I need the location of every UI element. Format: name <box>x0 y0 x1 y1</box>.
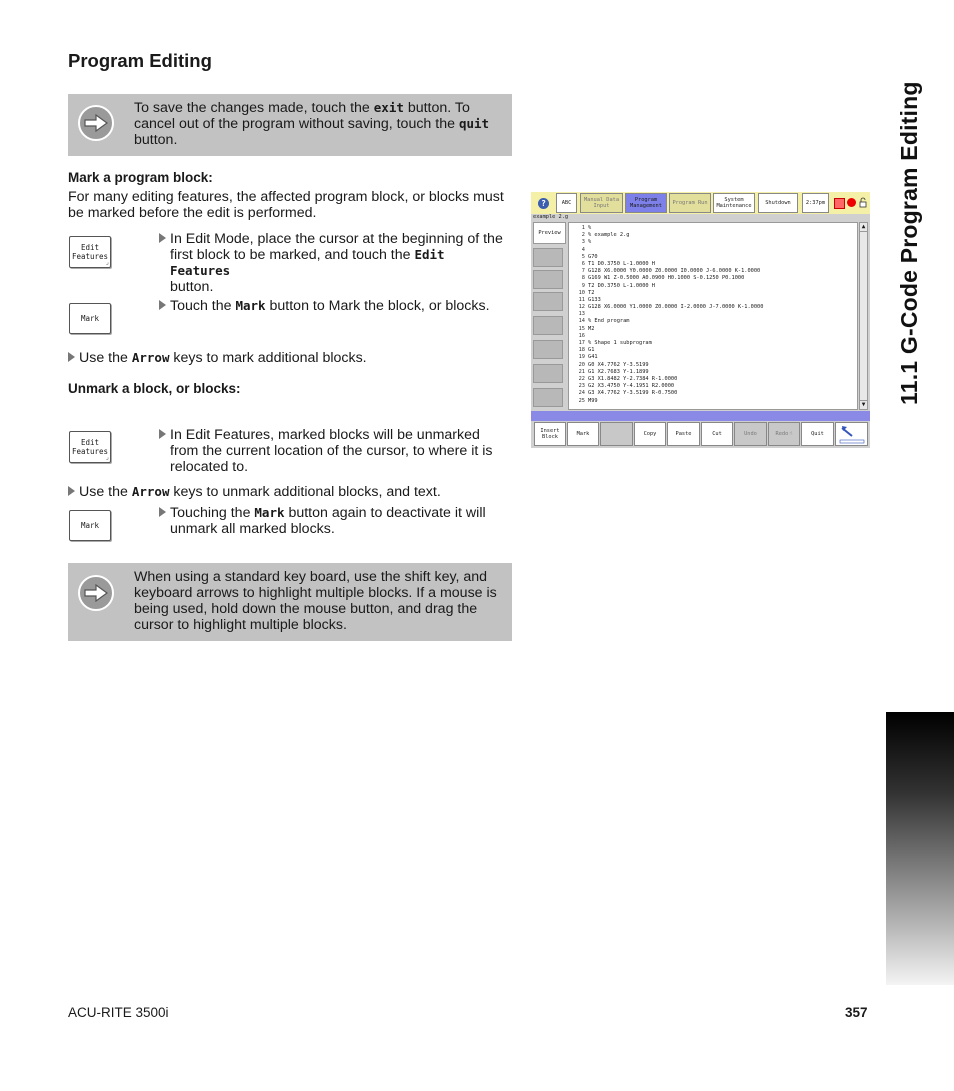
line-number: 25 <box>578 397 585 404</box>
bullet-triangle-icon <box>68 352 75 362</box>
code-text: G128 X6.0000 Y0.0000 Z0.0000 I0.0000 J-6.0000 K-1.0000 <box>588 268 761 275</box>
code-text: G128 X6.0000 Y1.0000 Z0.0000 I-2.0000 J-7.0000 K-1.0000 <box>588 304 764 311</box>
code-line[interactable] <box>569 362 857 369</box>
line-number: 23 <box>578 383 585 390</box>
program-editor-screenshot <box>531 192 870 448</box>
manual-data-input-tab[interactable]: Manual Data Input <box>580 193 623 213</box>
bullet-triangle-icon <box>159 507 166 517</box>
redo-button[interactable]: Redo ☝ <box>768 422 800 446</box>
code-text: G133 <box>588 296 601 303</box>
code-line[interactable] <box>569 297 857 304</box>
line-number: 17 <box>578 340 585 346</box>
insert-block-button[interactable]: Insert Block <box>534 422 566 446</box>
preview-tab[interactable]: Preview <box>533 222 566 244</box>
code-line[interactable] <box>569 347 857 354</box>
cursor-hand-icon: ☝ <box>789 431 793 437</box>
chapter-side-title: 11.1 G-Code Program Editing <box>896 81 922 405</box>
unmark-step-1: In Edit Features, marked blocks will be unmarked from the current location of the cursor, to where it is relocated to. <box>159 427 511 475</box>
edit-features-button: Edit Features ⌟ <box>69 431 111 463</box>
code-line[interactable] <box>569 283 857 290</box>
mark-button: Mark <box>69 510 111 541</box>
code-line[interactable] <box>569 239 857 246</box>
code-text: G1 <box>588 347 595 354</box>
line-number: 6 <box>581 260 585 267</box>
page-number: 357 <box>845 1005 868 1020</box>
code-text: % <box>588 239 592 246</box>
scroll-up-icon[interactable]: ▲ <box>861 223 866 230</box>
exit-key: exit <box>373 100 404 115</box>
system-maintenance-tab[interactable]: System Maintenance <box>713 193 755 213</box>
code-text: T1 D0.3750 L-1.0000 H <box>588 260 655 267</box>
side-tool-6[interactable] <box>533 364 563 383</box>
program-management-tab[interactable]: Program Management <box>625 193 667 213</box>
note-box-save <box>68 94 512 156</box>
code-line[interactable] <box>569 326 857 333</box>
code-text: G1 X2.7683 Y-1.1899 <box>588 368 649 375</box>
bullet-triangle-icon <box>68 486 75 496</box>
code-line[interactable] <box>569 254 857 261</box>
line-number: 18 <box>578 347 585 354</box>
line-number: 24 <box>578 390 585 397</box>
code-line[interactable] <box>569 261 857 268</box>
line-number: 3 <box>581 239 585 246</box>
code-line[interactable] <box>569 383 857 390</box>
line-number: 2 <box>581 232 585 239</box>
mark-step-2: Touch the Mark button to Mark the block, or blocks. <box>159 298 511 314</box>
code-text: G3 X1.8482 Y-2.7384 R-1.0000 <box>588 375 678 382</box>
code-text: G70 <box>588 253 598 260</box>
code-text: G3 X4.7762 Y-3.5199 R-0.7500 <box>588 390 678 397</box>
code-text: G41 <box>588 354 598 361</box>
help-icon: ? <box>538 198 549 209</box>
side-tool-5[interactable] <box>533 340 563 359</box>
scrollbar[interactable] <box>859 222 868 410</box>
code-line[interactable] <box>569 268 857 275</box>
line-number: 7 <box>581 268 585 275</box>
line-number: 11 <box>578 296 585 303</box>
code-text: % <box>588 225 592 231</box>
code-line[interactable] <box>569 390 857 397</box>
code-editor[interactable] <box>568 222 858 410</box>
mark-step-3: Use the Arrow keys to mark additional blocks. <box>68 350 512 366</box>
side-tool-2[interactable] <box>533 270 563 289</box>
side-tool-3[interactable] <box>533 292 563 311</box>
code-text: M99 <box>588 397 598 404</box>
code-text: G2 X3.4750 Y-4.1951 R2.0000 <box>588 383 675 390</box>
mark-step-1: In Edit Mode, place the cursor at the beginning of the first block to be marked, and touch the Edit Features button. <box>159 231 511 295</box>
mark-button[interactable]: Mark <box>567 422 599 446</box>
abc-button[interactable]: ABC <box>556 193 577 213</box>
mark-button: Mark <box>69 303 111 334</box>
line-number: 14 <box>578 318 585 325</box>
line-number: 16 <box>578 332 585 339</box>
quit-button[interactable]: Quit <box>801 422 834 446</box>
line-number: 12 <box>578 304 585 311</box>
cursor-arrow-icon <box>838 424 866 444</box>
program-run-tab[interactable]: Program Run <box>669 193 711 213</box>
bullet-triangle-icon <box>159 233 166 243</box>
code-line[interactable] <box>569 225 857 232</box>
line-number: 21 <box>578 368 585 375</box>
bullet-triangle-icon <box>159 300 166 310</box>
code-text: % Shape 1 subprogram <box>588 340 652 346</box>
shutdown-button[interactable]: Shutdown <box>758 193 798 213</box>
code-text: M2 <box>588 325 595 332</box>
unmark-heading: Unmark a block, or blocks: <box>68 381 241 396</box>
code-text: G0 X4.7762 Y-3.5199 <box>588 361 649 368</box>
side-tool-1[interactable] <box>533 248 563 267</box>
status-alarm-icon <box>834 198 845 209</box>
line-number: 5 <box>581 253 585 260</box>
line-number: 22 <box>578 375 585 382</box>
side-tool-4[interactable] <box>533 316 563 335</box>
line-number: 10 <box>578 289 585 296</box>
paste-button[interactable]: Paste <box>667 422 700 446</box>
line-number: 8 <box>581 275 585 282</box>
code-text: % example 2.g <box>588 232 630 239</box>
mark-intro: For many editing features, the affected program block, or blocks must be marked before the edit is performed. <box>68 189 504 221</box>
unmark-step-3: Touching the Mark button again to deactivate it will unmark all marked blocks. <box>159 505 511 537</box>
code-line[interactable] <box>569 398 857 405</box>
lock-icon <box>859 197 867 207</box>
line-number: 4 <box>581 246 585 253</box>
filename-label: example 2.g <box>533 214 569 220</box>
code-text: G169 W1 Z-0.5000 A0.0900 H0.1000 S-0.1250 P0.1000 <box>588 275 745 282</box>
copy-button[interactable]: Copy <box>634 422 666 446</box>
edit-features-button: Edit Features ⌟ <box>69 236 111 268</box>
line-number: 15 <box>578 325 585 332</box>
line-number: 1 <box>581 225 585 231</box>
line-number: 20 <box>578 361 585 368</box>
note-text: To save the changes made, touch the exit button. To cancel out of the program without saving, touch the quit button. <box>134 100 490 148</box>
bullet-triangle-icon <box>159 429 166 439</box>
help-button[interactable] <box>534 193 553 213</box>
side-tool-7[interactable] <box>533 388 563 407</box>
code-line[interactable] <box>569 376 857 383</box>
code-line[interactable] <box>569 318 857 325</box>
code-line[interactable] <box>569 232 857 239</box>
code-line[interactable] <box>569 290 857 297</box>
scroll-down-icon[interactable]: ▼ <box>861 401 866 408</box>
line-number: 9 <box>581 282 585 289</box>
code-line[interactable] <box>569 304 857 311</box>
footer-product: ACU-RITE 3500i <box>68 1005 169 1020</box>
code-text: T2 <box>588 289 595 296</box>
line-number: 13 <box>578 311 585 318</box>
code-line[interactable] <box>569 369 857 376</box>
code-text: T2 D0.3750 L-1.0000 H <box>588 282 655 289</box>
note-text: When using a standard key board, use the shift key, and keyboard arrows to highlight multiple blocks. If a mouse is being used, hold down the mouse button, and drag the cursor to highlight multiple blocks. <box>134 569 497 633</box>
cut-button[interactable]: Cut <box>701 422 733 446</box>
note-box-mouse <box>68 563 512 641</box>
undo-button[interactable]: Undo <box>734 422 767 446</box>
code-text: % End program <box>588 318 630 325</box>
empty-button <box>600 422 633 446</box>
clock: 2:37pm <box>802 193 829 213</box>
code-line[interactable] <box>569 333 857 340</box>
quit-key: quit <box>458 116 490 131</box>
keypad-button[interactable] <box>835 422 868 446</box>
mark-heading: Mark a program block: <box>68 170 213 185</box>
code-line[interactable] <box>569 311 857 318</box>
status-red-dot-icon <box>847 198 856 207</box>
arrow-right-icon <box>78 105 114 141</box>
code-line[interactable] <box>569 275 857 282</box>
arrow-right-icon <box>78 575 114 611</box>
code-line[interactable] <box>569 354 857 361</box>
page-title: Program Editing <box>68 50 212 71</box>
line-number: 19 <box>578 354 585 361</box>
code-line[interactable] <box>569 340 857 347</box>
code-line[interactable] <box>569 247 857 254</box>
unmark-step-2: Use the Arrow keys to unmark additional blocks, and text. <box>68 484 512 500</box>
